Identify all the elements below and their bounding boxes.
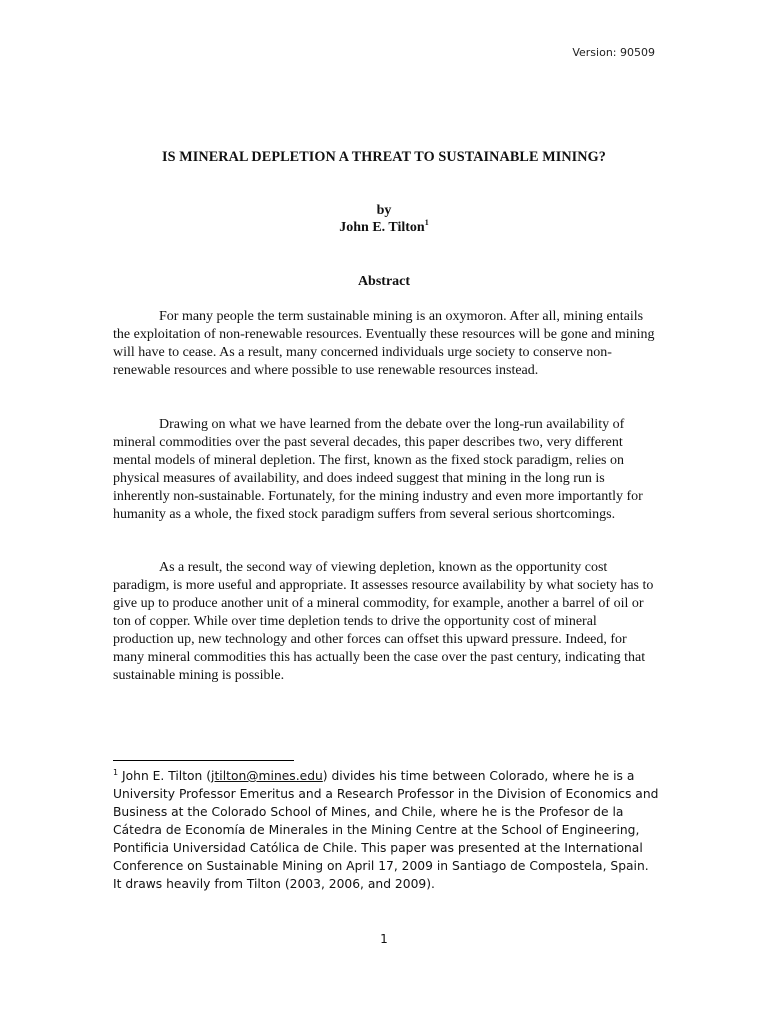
author-email-link[interactable]: jtilton@mines.edu: [211, 769, 323, 783]
abstract-paragraph-2: Drawing on what we have learned from the debate over the long-run availability of mineral commodities over the past several decades, this paper describes two, very different mental models of mineral depletion. The first, known as the fixed stock paradigm, relies on physical measures of availability, and does indeed suggest that mining in the long run is inherently non-sustainable. Fortunately, for the mining industry and even more importantly for humanity as a whole, the fixed stock paradigm suffers from several serious shortcomings.: [113, 417, 643, 522]
footnote-mark: 1: [113, 768, 119, 777]
paper-title: IS MINERAL DEPLETION A THREAT TO SUSTAINABLE MINING?: [162, 149, 606, 165]
footnote: [113, 767, 659, 893]
footnote-text-rest: ) divides his time between Colorado, where he is a University Professor Emeritus and a Research Professor in the Division of Economics and Business at the Colorado School of Mines, and Chile, where he is the Profesor de la Cátedra de Economía de Minerales in the Mining Centre at the School of Engineering, Pontificia Universidad Católica de Chile. This paper was presented at the International Conference on Sustainable Mining on April 17, 2009 in Santiago de Compostela, Spain. It draws heavily from Tilton (2003, 2006, and 2009).: [113, 769, 659, 891]
author-footnote-ref[interactable]: 1: [424, 218, 429, 227]
version-label: Version: 90509: [572, 46, 655, 59]
abstract-heading: Abstract: [357, 274, 411, 289]
page-number: 1: [380, 932, 388, 946]
author-name-text: John E. Tilton: [339, 220, 425, 235]
footnote-text-start: John E. Tilton (: [118, 769, 212, 783]
byline-by: by: [376, 203, 392, 218]
footnote-separator: [113, 760, 294, 761]
abstract-paragraph-1: For many people the term sustainable mining is an oxymoron. After all, mining entails the exploitation of non-renewable resources. Eventually these resources will be gone and mining will have to cease. As a result, many concerned individuals urge society to conserve non-renewable resources and where possible to use renewable resources instead.: [113, 309, 655, 378]
author-name: [0, 220, 768, 236]
abstract-paragraph-3: As a result, the second way of viewing depletion, known as the opportunity cost paradigm, is more useful and appropriate. It assesses resource availability by what society has to give up to produce another unit of a mineral commodity, for example, another a barrel of oil or ton of copper. While over time depletion tends to drive the opportunity cost of mineral production up, new technology and other forces can offset this upward pressure. Indeed, for many mineral commodities this has actually been the case over the past century, indicating that sustainable mining is possible.: [113, 560, 654, 683]
